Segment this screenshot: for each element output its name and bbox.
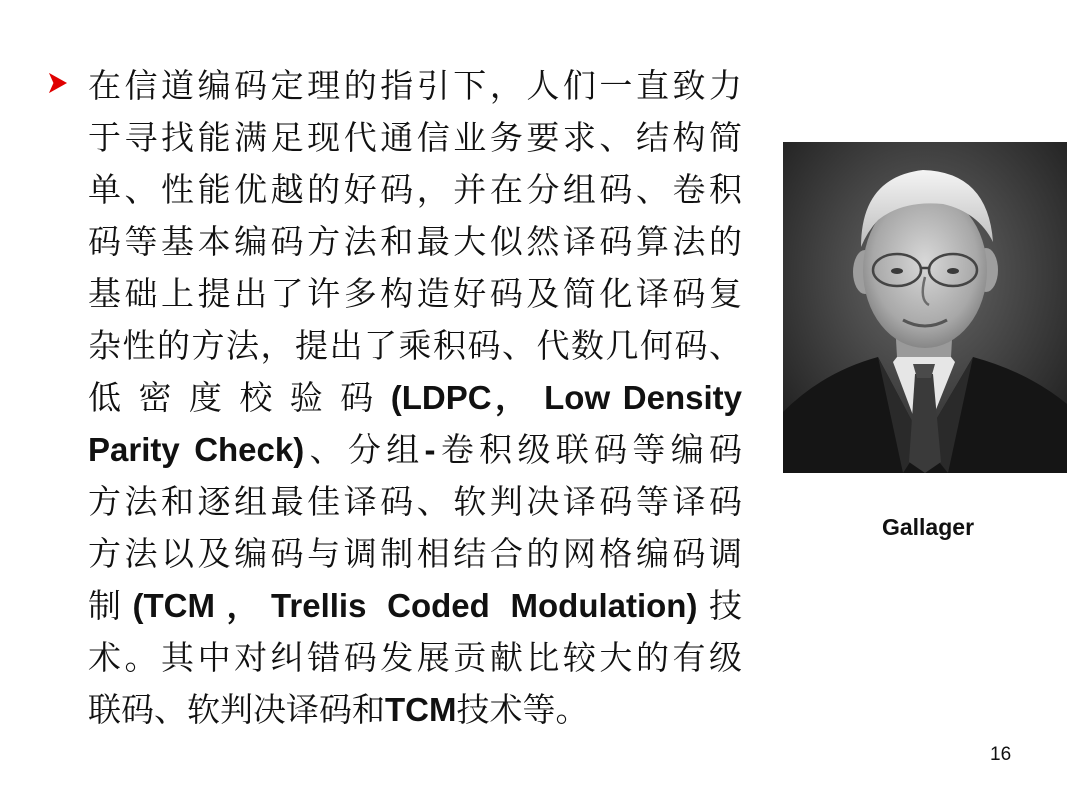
text-line — [88, 372, 742, 424]
text-line — [88, 580, 742, 632]
text-run: 、分组 — [304, 430, 425, 469]
text-line — [88, 320, 742, 372]
text-run: 低 密 度 校 验 码 — [88, 378, 391, 417]
text-line — [88, 112, 742, 164]
text-line — [88, 268, 742, 320]
text-run: 制 — [88, 586, 133, 625]
text-line — [88, 216, 742, 268]
text-run: 方法和逐组最佳译码、软判决译码等译码 — [88, 482, 742, 521]
text-run: 联码、软判决译码和 — [88, 690, 385, 729]
photo-caption: Gallager — [881, 514, 975, 540]
text-line — [88, 60, 742, 112]
page-number: 16 — [990, 744, 1012, 765]
text-run: 在信道编码定理的指引下，人们一直致力 — [88, 66, 742, 105]
bold-text-run: - — [424, 431, 436, 468]
portrait-photo — [783, 142, 1067, 473]
arrow-bullet-icon — [48, 72, 68, 94]
text-run: 于寻找能满足现代通信业务要求、结构简 — [88, 118, 742, 157]
text-line — [88, 476, 742, 528]
text-run: 方法以及编码与调制相结合的网格编码调 — [88, 534, 742, 573]
text-line — [88, 684, 742, 736]
bold-text-run: (LDPC， Low Density — [390, 379, 742, 416]
text-line — [88, 528, 742, 580]
bold-text-run: Parity Check) — [88, 431, 305, 468]
bold-text-run: (TCM，Trellis Coded Modulation) — [132, 587, 698, 624]
text-line — [88, 632, 742, 684]
bold-text-run: TCM — [385, 691, 457, 728]
text-run: 杂性的方法，提出了乘积码、代数几何码、 — [88, 326, 742, 365]
text-run: 技术等。 — [456, 690, 589, 729]
text-line — [88, 424, 742, 476]
bullet-paragraph — [88, 60, 742, 736]
text-run: 基础上提出了许多构造好码及简化译码复 — [88, 274, 742, 313]
text-run: 单、性能优越的好码，并在分组码、卷积 — [88, 170, 742, 209]
text-run: 码等基本编码方法和最大似然译码算法的 — [88, 222, 742, 261]
text-run: 技 — [697, 586, 742, 625]
text-run: 术。其中对纠错码发展贡献比较大的有级 — [88, 638, 742, 677]
text-run: 卷积级联码等编码 — [435, 430, 742, 469]
text-line — [88, 164, 742, 216]
